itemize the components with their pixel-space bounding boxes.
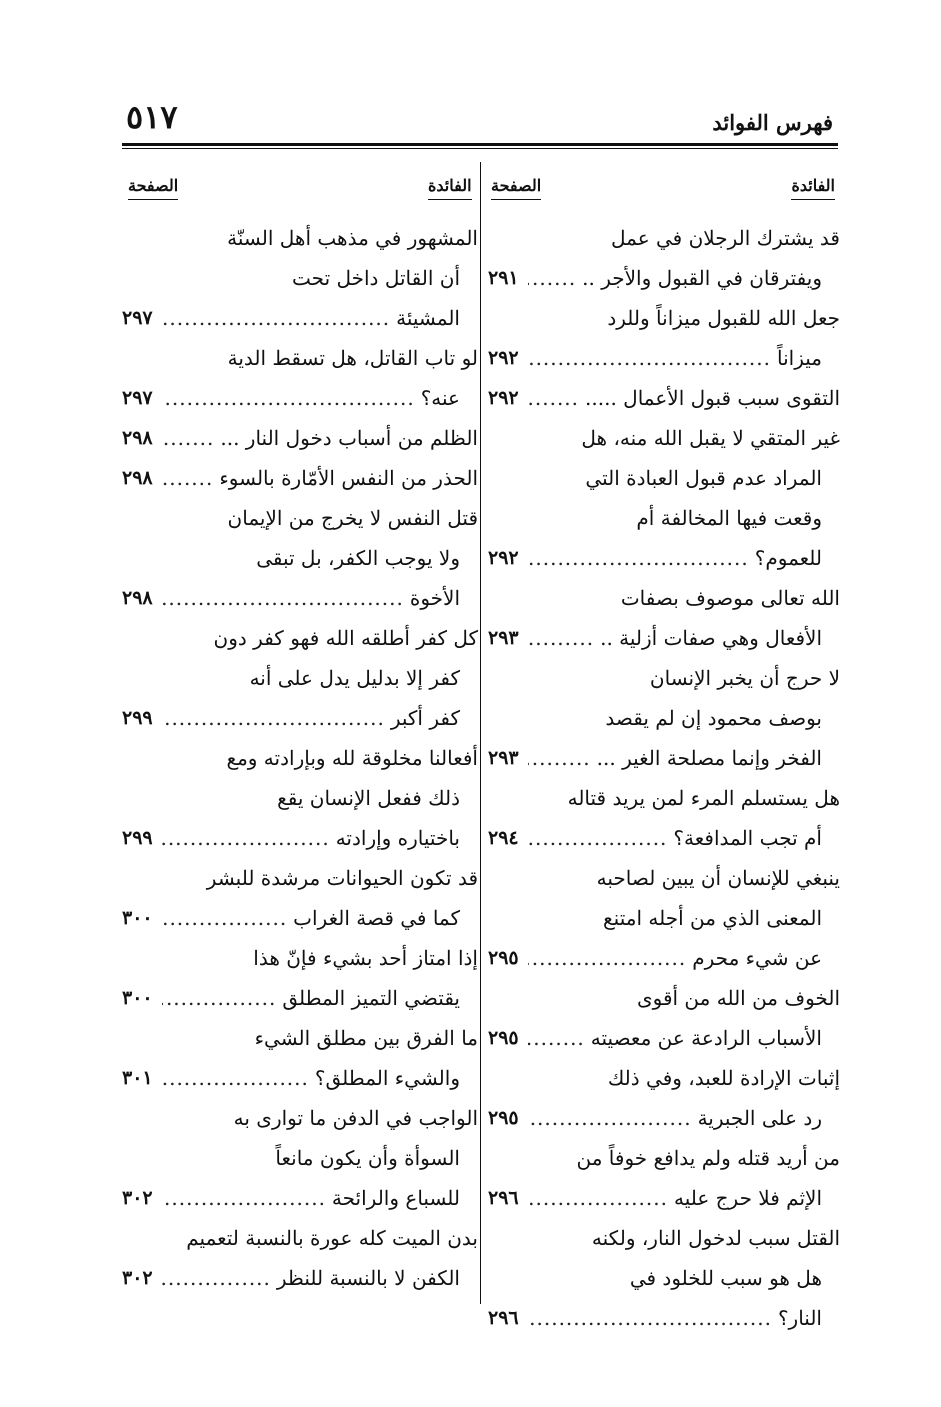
- index-entry: [122, 338, 478, 418]
- index-entry: [488, 418, 840, 578]
- index-entry: [488, 1218, 840, 1338]
- entry-line: [488, 258, 840, 298]
- entry-text: الأفعال وهي صفات أزلية ..: [600, 626, 822, 650]
- dot-leader: [528, 1298, 778, 1338]
- entry-text: الظلم من أسباب دخول النار ...: [220, 426, 478, 450]
- entry-line: هل يستسلم المرء لمن يريد قتاله: [567, 786, 840, 810]
- entry-page-number: ٣٠٠: [122, 907, 153, 929]
- entry-line: إثبات الإرادة للعبد، وفي ذلك: [607, 1066, 840, 1090]
- entry-text: الكفن لا بالنسبة للنظر: [276, 1266, 460, 1290]
- index-entry: [488, 218, 840, 298]
- index-entry: [122, 418, 478, 458]
- entry-line: [122, 298, 478, 338]
- entry-line: [122, 978, 478, 1018]
- dot-leader: [528, 338, 777, 378]
- entry-line: قد يشترك الرجلان في عمل: [611, 226, 840, 250]
- index-entry: [488, 1138, 840, 1218]
- index-entry: [488, 858, 840, 978]
- entry-line: بدن الميت كله عورة بالنسبة لتعميم: [186, 1226, 478, 1250]
- entry-page-number: ٢٩٨: [122, 467, 153, 489]
- dot-leader: [528, 258, 582, 298]
- entry-text: باختياره وإرادته: [335, 826, 460, 850]
- entry-line: [488, 538, 840, 578]
- entry-page-number: ٢٩٨: [122, 587, 153, 609]
- index-entry: [122, 938, 478, 1018]
- right-column-benefit-header: الفائدة: [791, 176, 835, 200]
- entry-text: كما في قصة الغراب: [293, 906, 460, 930]
- header-rule: [122, 143, 838, 146]
- entry-line: [122, 378, 478, 418]
- entry-line: القتل سبب لدخول النار، ولكنه: [591, 1226, 840, 1250]
- index-entry: [488, 658, 840, 778]
- entry-page-number: ٢٩٦: [488, 1187, 519, 1209]
- entry-text: الإثم فلا حرج عليه: [673, 1186, 822, 1210]
- dot-leader: [528, 818, 673, 858]
- dot-leader: [528, 738, 597, 778]
- entry-line: [122, 818, 478, 858]
- index-entry: [488, 978, 840, 1058]
- dot-leader: [162, 1178, 332, 1218]
- entry-line: الله تعالى موصوف بصفات: [620, 586, 840, 610]
- index-entry: [122, 1218, 478, 1298]
- entry-page-number: ٣٠٢: [122, 1187, 153, 1209]
- dot-leader: [162, 1058, 315, 1098]
- entry-page-number: ٢٩٩: [122, 707, 153, 729]
- page-title: فهرس الفوائد: [712, 110, 833, 135]
- entry-line: الواجب في الدفن ما توارى به: [233, 1106, 478, 1130]
- entry-line: قد تكون الحيوانات مرشدة للبشر: [206, 866, 478, 890]
- index-entry: [488, 1058, 840, 1138]
- entry-line: ما الفرق بين مطلق الشيء: [254, 1026, 478, 1050]
- entry-page-number: ٢٩٣: [488, 747, 519, 769]
- entry-line: لو تاب القاتل، هل تسقط الدية: [227, 346, 478, 370]
- dot-leader: [162, 458, 219, 498]
- entry-line: هل هو سبب للخلود في: [629, 1266, 822, 1290]
- page-number: ٥١٧: [126, 98, 178, 136]
- entry-line: [122, 418, 478, 458]
- entry-line: [122, 578, 478, 618]
- entry-text: الأسباب الرادعة عن معصيته: [590, 1026, 822, 1050]
- entry-text: ميزاناً: [777, 346, 822, 370]
- entry-line: الخوف من الله من أقوى: [636, 986, 840, 1010]
- entry-page-number: ٢٩٤: [488, 827, 519, 849]
- entry-line: [488, 378, 840, 418]
- entry-line: ينبغي للإنسان أن يبين لصاحبه: [596, 866, 840, 890]
- entry-line: [488, 338, 840, 378]
- dot-leader: [528, 1178, 674, 1218]
- entry-text: رد على الجبرية: [697, 1106, 822, 1130]
- entry-page-number: ٢٩٨: [122, 427, 153, 449]
- index-entry: [122, 1098, 478, 1218]
- dot-leader: [162, 578, 410, 618]
- dot-leader: [528, 618, 600, 658]
- index-entry: [122, 458, 478, 498]
- entry-text: والشيء المطلق؟: [314, 1066, 460, 1090]
- entry-line: من أريد قتله ولم يدافع خوفاً من: [576, 1146, 840, 1170]
- entry-line: [122, 698, 478, 738]
- index-entry: [122, 218, 478, 338]
- header-rule-thin: [122, 148, 838, 149]
- entry-line: لا حرج أن يخبر الإنسان: [649, 666, 840, 690]
- entry-text: كفر أكبر: [390, 706, 460, 730]
- index-entry: [488, 778, 840, 858]
- entry-text: النار؟: [777, 1306, 822, 1330]
- entry-line: [488, 818, 840, 858]
- entry-line: أن القاتل داخل تحت: [292, 266, 460, 290]
- entry-page-number: ٢٩١: [488, 267, 519, 289]
- entry-line: [488, 1018, 840, 1058]
- entry-line: جعل الله للقبول ميزاناً وللرد: [607, 306, 840, 330]
- entry-text: التقوى سبب قبول الأعمال .....: [585, 386, 840, 410]
- entry-line: كل كفر أطلقه الله فهو كفر دون: [213, 626, 478, 650]
- entry-line: [122, 1058, 478, 1098]
- entry-text: الحذر من النفس الأمّارة بالسوء: [219, 466, 478, 490]
- entry-line: بوصف محمود إن لم يقصد: [605, 706, 822, 730]
- dot-leader: [528, 378, 585, 418]
- entry-line: المراد عدم قبول العبادة التي: [585, 466, 822, 490]
- dot-leader: [162, 298, 396, 338]
- entry-page-number: ٢٩٥: [488, 1027, 519, 1049]
- entry-line: [488, 1178, 840, 1218]
- index-entry: [488, 378, 840, 418]
- entry-line: السوأة وأن يكون مانعاً: [275, 1146, 460, 1170]
- dot-leader: [162, 978, 282, 1018]
- entry-page-number: ٢٩٧: [122, 387, 153, 409]
- column-divider: [480, 162, 481, 1304]
- entry-line: [488, 1098, 840, 1138]
- index-entry: [488, 578, 840, 658]
- entry-line: المعنى الذي من أجله امتنع: [603, 906, 822, 930]
- entry-page-number: ٢٩٢: [488, 347, 519, 369]
- entry-line: [488, 938, 840, 978]
- entry-text: عنه؟: [420, 386, 460, 410]
- dot-leader: [162, 418, 220, 458]
- index-entry: [122, 498, 478, 618]
- index-entry: [122, 618, 478, 738]
- entry-text: الفخر وإنما مصلحة الغير ...: [596, 746, 822, 770]
- entry-line: وقعت فيها المخالفة أم: [636, 506, 822, 530]
- entry-text: للسباع والرائحة: [331, 1186, 460, 1210]
- entry-line: إذا امتاز أحد بشيء فإنّ هذا: [253, 946, 478, 970]
- index-entry: [488, 298, 840, 378]
- left-column: [122, 218, 478, 1298]
- dot-leader: [528, 1098, 698, 1138]
- entry-page-number: ٢٩٥: [488, 1107, 519, 1129]
- entry-line: كفر إلا بدليل يدل على أنه: [249, 666, 460, 690]
- entry-page-number: ٣٠١: [122, 1067, 153, 1089]
- entry-page-number: ٢٩٥: [488, 947, 519, 969]
- entry-page-number: ٢٩٣: [488, 627, 519, 649]
- entry-text: عن شيء محرم: [692, 946, 822, 970]
- dot-leader: [528, 538, 755, 578]
- dot-leader: [162, 1258, 277, 1298]
- dot-leader: [162, 698, 391, 738]
- entry-line: غير المتقي لا يقبل الله منه، هل: [581, 426, 840, 450]
- dot-leader: [528, 938, 692, 978]
- entry-text: ويفترقان في القبول والأجر ..: [582, 266, 822, 290]
- right-column: [488, 218, 840, 1338]
- entry-line: [122, 458, 478, 498]
- entry-page-number: ٢٩٩: [122, 827, 153, 849]
- entry-page-number: ٢٩٢: [488, 547, 519, 569]
- entry-line: المشهور في مذهب أهل السنّة: [227, 226, 478, 250]
- entry-line: قتل النفس لا يخرج من الإيمان: [227, 506, 478, 530]
- entry-page-number: ٢٩٢: [488, 387, 519, 409]
- entry-text: المشيئة: [396, 306, 460, 330]
- left-column-benefit-header: الفائدة: [428, 176, 472, 200]
- entry-page-number: ٣٠٢: [122, 1267, 153, 1289]
- dot-leader: [162, 818, 336, 858]
- entry-text: أم تجب المدافعة؟: [673, 826, 822, 850]
- entry-line: أفعالنا مخلوقة لله وبإرادته ومع: [226, 746, 478, 770]
- entry-line: [488, 738, 840, 778]
- index-entry: [122, 738, 478, 858]
- left-column-page-header: الصفحة: [128, 176, 178, 200]
- index-entry: [122, 1018, 478, 1098]
- entry-page-number: ٢٩٧: [122, 307, 153, 329]
- dot-leader: [162, 898, 293, 938]
- entry-line: ولا يوجب الكفر، بل تبقى: [256, 546, 460, 570]
- entry-line: [488, 618, 840, 658]
- entry-page-number: ٢٩٦: [488, 1307, 519, 1329]
- entry-text: للعموم؟: [754, 546, 822, 570]
- entry-text: يقتضي التميز المطلق: [282, 986, 460, 1010]
- entry-line: [488, 1298, 840, 1338]
- index-entry: [122, 858, 478, 938]
- right-column-page-header: الصفحة: [491, 176, 541, 200]
- entry-line: [122, 898, 478, 938]
- entry-text: الأخوة: [409, 586, 460, 610]
- dot-leader: [528, 1018, 591, 1058]
- entry-line: [122, 1178, 478, 1218]
- entry-line: [122, 1258, 478, 1298]
- entry-line: ذلك ففعل الإنسان يقع: [277, 786, 460, 810]
- entry-page-number: ٣٠٠: [122, 987, 153, 1009]
- dot-leader: [162, 378, 421, 418]
